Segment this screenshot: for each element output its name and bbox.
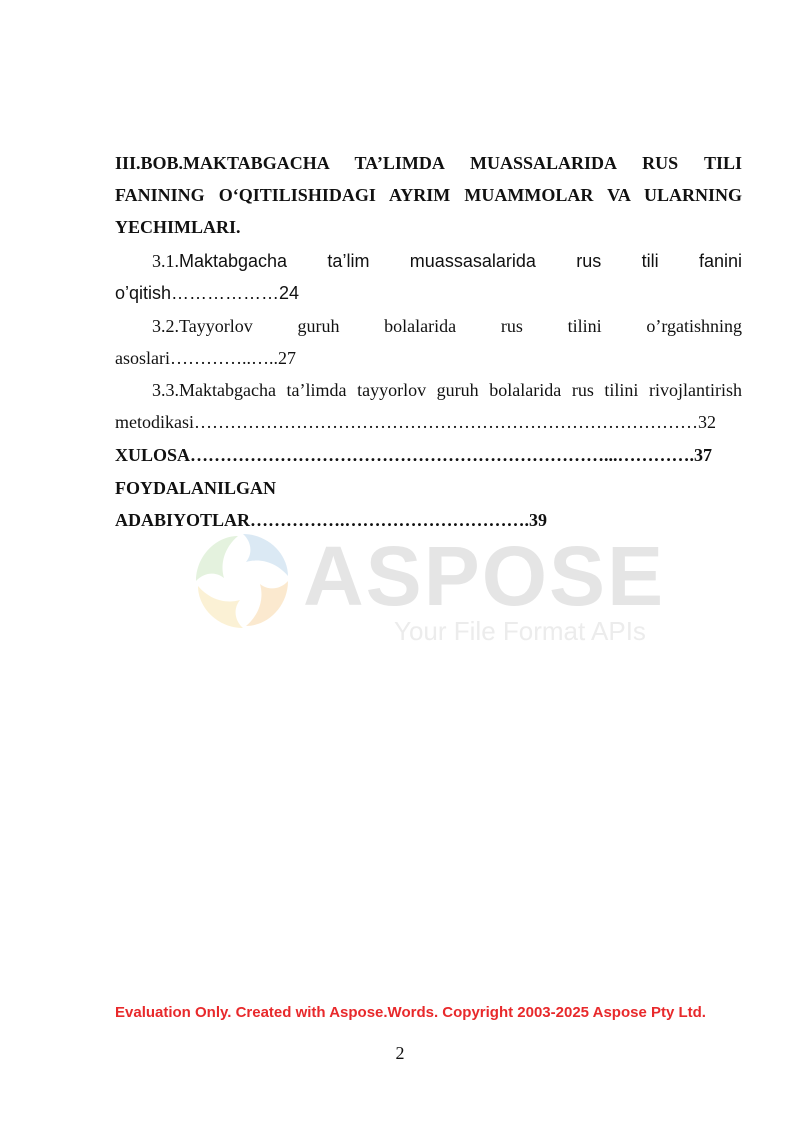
evaluation-notice: Evaluation Only. Created with Aspose.Words. Copyright 2003-2025 Aspose Pty Ltd.	[115, 1004, 706, 1021]
aspose-logo-icon	[188, 526, 298, 636]
watermark-word: ASPOSE	[303, 529, 666, 623]
watermark-tagline: Your File Format APIs	[394, 616, 646, 646]
chapter3-heading-line2: FANINING O‘QITILISHIDAGI AYRIM MUAMMOLAR VA ULARNING	[115, 185, 742, 205]
chapter3-heading-line1: III.BOB.MAKTABGACHA TA’LIMDA MUASSALARIDA RUS TILI	[115, 153, 742, 173]
toc-item-3-1-line1	[115, 250, 742, 272]
toc-item-3-2-line1: 3.2.Tayyorlov guruh bolalarida rus tilini o’rgatishning	[152, 316, 742, 336]
toc-conclusion: XULOSA……………………………………………………………...………….37	[115, 445, 713, 465]
chapter3-heading-line3: YECHIMLARI.	[115, 217, 241, 237]
toc-references-line2: ADABIYOTLAR…………….………………………….39	[115, 510, 548, 530]
toc-item-3-1-line2: o’qitish………………24	[115, 283, 300, 303]
toc-item-3-2-line2: asoslari…………..…..27	[115, 348, 296, 368]
toc-item-3-1-number: 3.1.	[152, 251, 179, 271]
aspose-watermark	[188, 526, 678, 656]
toc-item-3-1-text: Maktabgacha ta’lim muassasalarida rus tili fanini	[179, 251, 742, 271]
toc-item-3-3-line2: metodikasi…………………………………………………………………………32	[115, 412, 716, 432]
toc-item-3-3-line1: 3.3.Maktabgacha ta’limda tayyorlov guruh bolalarida rus tilini rivojlantirish	[152, 380, 742, 400]
page-number: 2	[395, 1043, 405, 1063]
toc-references-line1: FOYDALANILGAN	[115, 478, 277, 498]
